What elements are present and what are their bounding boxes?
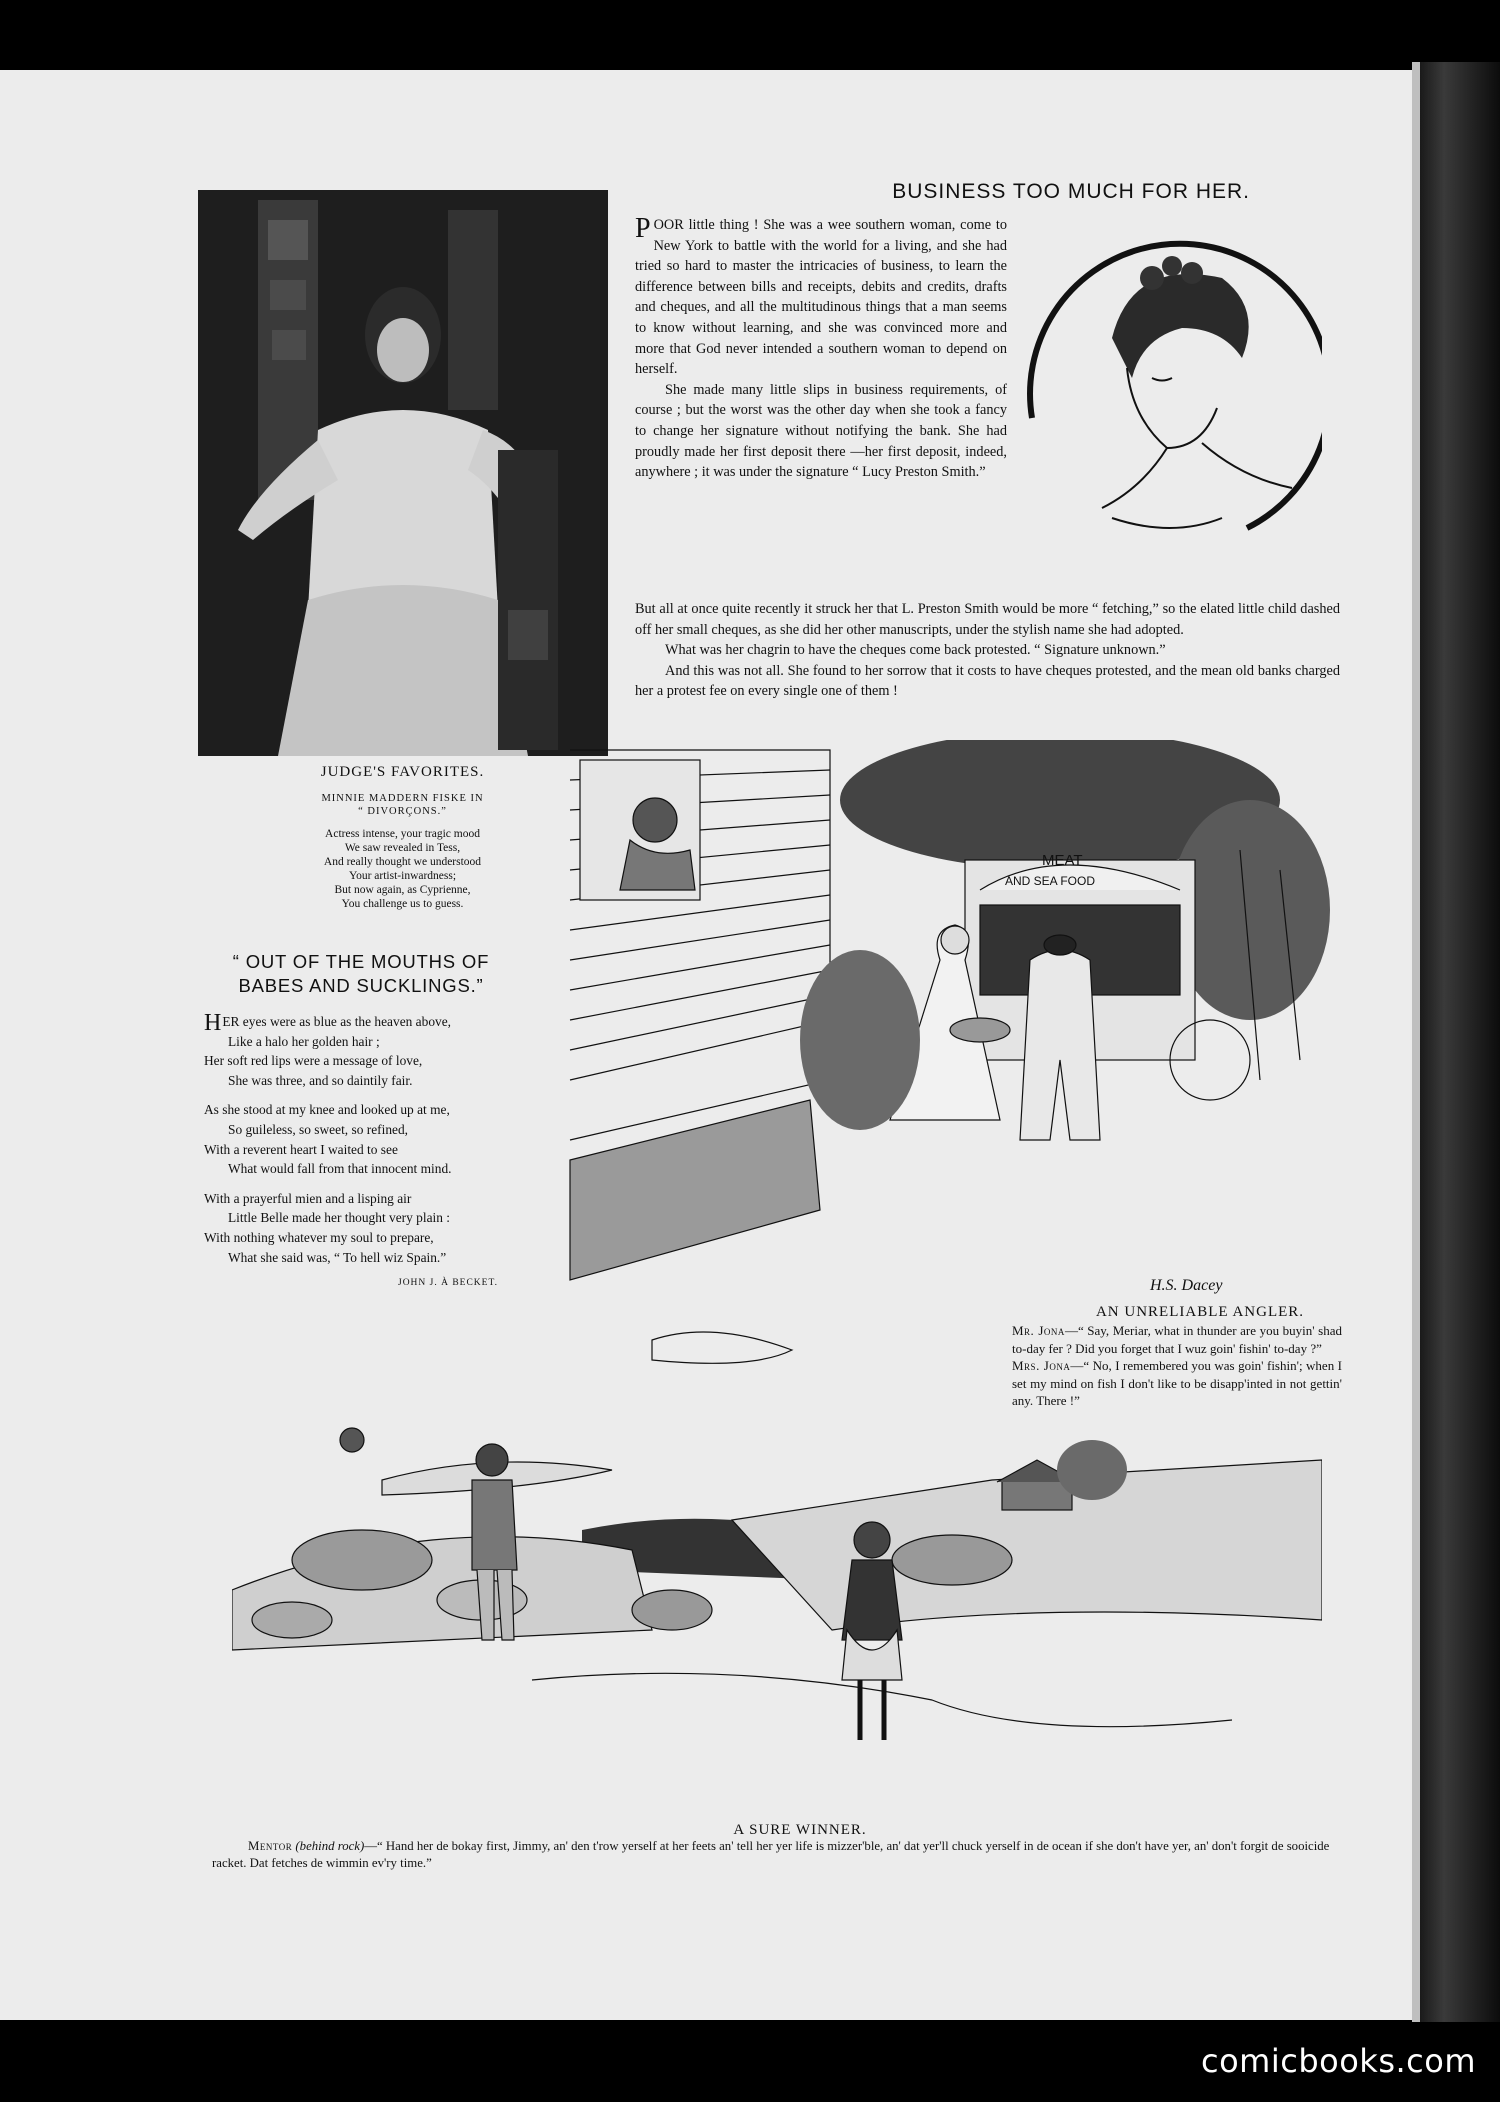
dialogue-line: —“ Hand her de bokay first, Jimmy, an' den t'row yerself at her feets an' tell her yer life is mizzer'ble, an' dat yer'll chuck yerself in de ocean if she don't have yer, an' don't forgit de sooicide racket. Dat fetches de wimmin ev'ry time.” xyxy=(212,1839,1330,1870)
stage-direction: (behind rock) xyxy=(295,1839,365,1853)
speaker-name: Mr. Jona xyxy=(1012,1323,1065,1338)
poem-line: What she said was, “ To hell wiz Spain.” xyxy=(228,1249,447,1265)
poem-line: Your artist-inwardness; xyxy=(348,870,457,882)
business-paragraph-1: OOR little thing ! She was a wee southern woman, come to New York to battle with the world for a living, and she had tried so hard to master the intricacies of business, to learn the difference between bills and receipts, debits and credits, drafts and cheques, and all the multitudinous things that a man seems to know without learning, and she was convinced more and more that God never intended a southern woman to depend on herself. xyxy=(635,217,1007,378)
business-article-title: BUSINESS TOO MUCH FOR HER. xyxy=(892,180,1250,203)
babes-title-line-1: “ OUT OF THE MOUTHS OF xyxy=(232,951,490,972)
poem-line: So guileless, so sweet, so refined, xyxy=(228,1121,409,1137)
business-paragraph-4: And this was not all. She found to her sorrow that it costs to have cheques protested, and the mean old banks charged her a protest fee on every single one of them ! xyxy=(635,662,1340,700)
business-paragraph-2: She made many little slips in business requirements, of course ; but the worst was the other day when she took a fancy to change her signature without notifying the bank. She had proudly made her first deposit there —her first deposit, indeed, anywhere ; it was under the signature “ Lucy Preston Smith.” xyxy=(635,381,1007,481)
poem-stanza xyxy=(204,1012,544,1090)
dialogue-line: —“ No, I remembered you was goin' fishin'; when I set my mind on fish I don't like to be disapp'inted in not gettin' any. There !” xyxy=(1012,1358,1342,1408)
judges-favorites-caption xyxy=(200,764,605,911)
sure-winner-title: A SURE WINNER. xyxy=(733,1822,867,1838)
poem-line: You challenge us to guess. xyxy=(341,898,464,910)
business-article-body xyxy=(635,215,1007,483)
judges-favorites-title: JUDGE'S FAVORITES. xyxy=(320,764,485,780)
poem-line: Like a halo her golden hair ; xyxy=(228,1033,380,1049)
babes-poem-body xyxy=(204,1012,544,1277)
judges-favorites-subtitle-2: “ DIVORÇONS.” xyxy=(358,806,447,817)
angler-title: AN UNRELIABLE ANGLER. xyxy=(1095,1304,1305,1320)
actress-photograph xyxy=(198,190,608,756)
meat-wagon-illustration xyxy=(560,740,1340,1300)
drop-cap: P xyxy=(635,213,651,244)
speaker-name: Mentor xyxy=(248,1839,293,1853)
binding-spine xyxy=(1420,62,1500,2022)
business-article-continued xyxy=(635,599,1340,702)
judges-favorites-poem xyxy=(200,827,605,911)
dialogue-line: —“ Say, Meriar, what in thunder are you buyin' shad to-day fer ? Did you forget that I wuz goin' fishin' to-day ?” xyxy=(1012,1323,1342,1356)
woman-portrait-illustration xyxy=(992,218,1322,548)
poem-stanza xyxy=(204,1100,544,1178)
artist-signature: H.S. Dacey xyxy=(1150,1277,1223,1294)
wagon-sign-meat: MEAT xyxy=(1042,852,1083,869)
poem-line: As she stood at my knee and looked up at me, xyxy=(204,1102,450,1118)
poem-line: She was three, and so daintily fair. xyxy=(228,1072,413,1088)
poem-line: With nothing whatever my soul to prepare, xyxy=(204,1229,434,1245)
sure-winner-dialogue xyxy=(212,1838,1352,1872)
poem-line: Little Belle made her thought very plain : xyxy=(228,1210,450,1226)
seaside-rocks-illustration xyxy=(232,1300,1322,1810)
business-paragraph-3: What was her chagrin to have the cheques come back protested. “ Signature unknown.” xyxy=(665,642,1166,659)
site-watermark: comicbooks.com xyxy=(1200,2042,1476,2080)
poem-line: ER eyes were as blue as the heaven above, xyxy=(222,1014,452,1029)
babes-poem-title xyxy=(196,950,526,998)
poem-line: But now again, as Cyprienne, xyxy=(334,884,471,896)
babes-title-line-2: BABES AND SUCKLINGS.” xyxy=(238,975,484,996)
business-paragraph-2-cont: But all at once quite recently it struck her that L. Preston Smith would be more “ fetching,” so the elated little child dashed off her small cheques, as she did her other manuscripts, under the stylish name she had adopted. xyxy=(635,601,1340,638)
poem-line: What would fall from that innocent mind. xyxy=(228,1161,452,1177)
poem-line: Actress intense, your tragic mood xyxy=(325,828,480,840)
poem-line: And really thought we understood xyxy=(323,856,482,868)
poem-line: We saw revealed in Tess, xyxy=(344,842,461,854)
poem-stanza xyxy=(204,1189,544,1267)
poem-line: With a prayerful mien and a lisping air xyxy=(204,1190,412,1206)
speaker-name: Mrs. Jona xyxy=(1012,1358,1071,1373)
poem-line: Her soft red lips were a message of love, xyxy=(204,1053,423,1069)
drop-cap: H xyxy=(204,1010,222,1036)
poem-line: With a reverent heart I waited to see xyxy=(204,1141,398,1157)
wagon-sign-seafood: AND SEA FOOD xyxy=(1005,874,1096,888)
judges-favorites-subtitle-1: MINNIE MADDERN FISKE IN xyxy=(321,793,484,804)
babes-poem-author: JOHN J. À BECKET. xyxy=(398,1278,498,1288)
